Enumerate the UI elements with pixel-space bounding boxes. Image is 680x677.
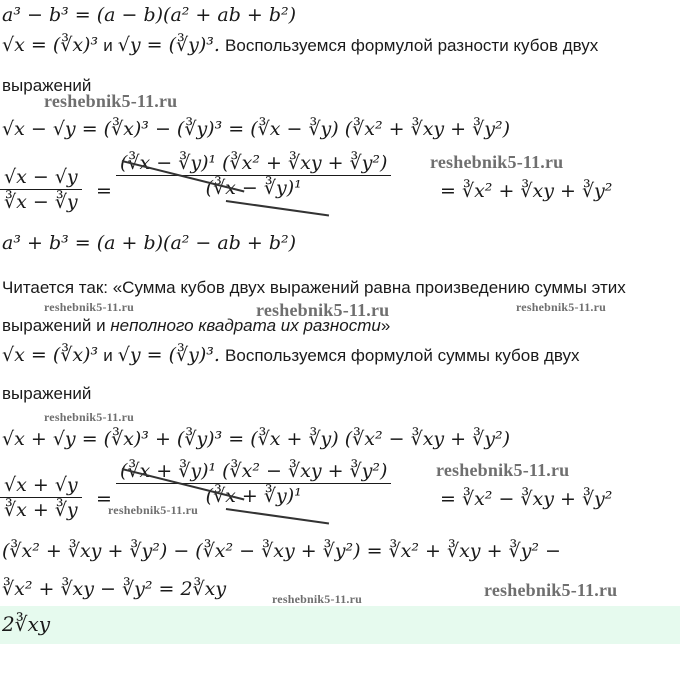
reading-text-continued (2, 316, 390, 336)
big-denominator: (∛x − ∛y)¹ (205, 177, 302, 199)
fraction-left-sum (0, 474, 82, 521)
watermark: reshebnik5-11.ru (436, 460, 570, 480)
expansion-sum: √x + √y = (∛x)³ + (∛y)³ = (∛x + ∛y) (∛x² − ∛xy + ∛y²) (2, 428, 511, 450)
watermark: reshebnik5-11.ru (44, 300, 134, 314)
fraction-big-sum (116, 460, 391, 507)
combination-line: (∛x² + ∛xy + ∛y²) − (∛x² − ∛xy + ∛y²) = ∛x² + ∛xy + ∛y² − (2, 540, 561, 562)
watermark: reshebnik5-11.ru (484, 580, 618, 600)
substitution-line-2 (2, 344, 580, 366)
formula-sum-of-cubes: a³ + b³ = (a + b)(a² − ab + b²) (2, 232, 297, 254)
conjunction: и (103, 36, 113, 55)
equals-sign: = (96, 180, 112, 202)
result-difference: = ∛x² + ∛xy + ∛y² (440, 180, 613, 202)
instruction-text-continued: выражений (2, 76, 92, 95)
substitution-y: √y = (∛y)³. (117, 34, 220, 56)
watermark: reshebnik5-11.ru (108, 503, 198, 517)
answer-box (0, 606, 680, 644)
equals-sign: = (96, 488, 112, 510)
final-simplification: ∛x² + ∛xy − ∛y² = 2∛xy (2, 578, 227, 600)
substitution-y: √y = (∛y)³. (117, 344, 220, 366)
big-numerator: (∛x + ∛y)¹ (∛x² − ∛xy + ∛y²) (116, 460, 391, 484)
instruction-text-continued: выражений (2, 384, 92, 403)
reading-text-emphasis: неполного квадрата их разности (110, 316, 381, 335)
substitution-x: √x = (∛x)³ (2, 344, 99, 366)
watermark: reshebnik5-11.ru (44, 91, 178, 111)
watermark: reshebnik5-11.ru (430, 152, 564, 172)
formula-difference-of-cubes: a³ − b³ = (a − b)(a² + ab + b²) (2, 4, 297, 26)
fraction-denominator: ∛x − ∛y (4, 191, 78, 213)
expansion-difference: √x − √y = (∛x)³ − (∛y)³ = (∛x − ∛y) (∛x² + ∛xy + ∛y²) (2, 118, 511, 140)
fraction-big-difference (116, 152, 391, 199)
cancel-line (226, 508, 329, 524)
big-denominator: (∛x + ∛y)¹ (205, 485, 302, 507)
watermark: reshebnik5-11.ru (256, 300, 390, 320)
watermark: reshebnik5-11.ru (44, 410, 134, 424)
substitution-x: √x = (∛x)³ (2, 34, 99, 56)
big-numerator: (∛x − ∛y)¹ (∛x² + ∛xy + ∛y²) (116, 152, 391, 176)
result-sum: = ∛x² − ∛xy + ∛y² (440, 488, 613, 510)
watermark: reshebnik5-11.ru (272, 592, 362, 606)
fraction-numerator: √x + √y (0, 474, 82, 498)
watermark: reshebnik5-11.ru (516, 300, 606, 314)
fraction-left-difference (0, 166, 82, 213)
reading-text-part: выражений и (2, 316, 106, 335)
fraction-denominator: ∛x + ∛y (4, 499, 78, 521)
cancel-line (226, 200, 329, 216)
fraction-numerator: √x − √y (0, 166, 82, 190)
reading-text: Читается так: «Сумма кубов двух выражений равна произведению суммы этих (2, 278, 626, 297)
instruction-text: Воспользуемся формулой разности кубов двух (225, 36, 599, 55)
answer-value: 2∛xy (2, 612, 51, 636)
substitution-line-1 (2, 34, 598, 56)
reading-text-end: » (380, 316, 391, 335)
instruction-text: Воспользуемся формулой суммы кубов двух (225, 346, 580, 365)
conjunction: и (103, 346, 113, 365)
